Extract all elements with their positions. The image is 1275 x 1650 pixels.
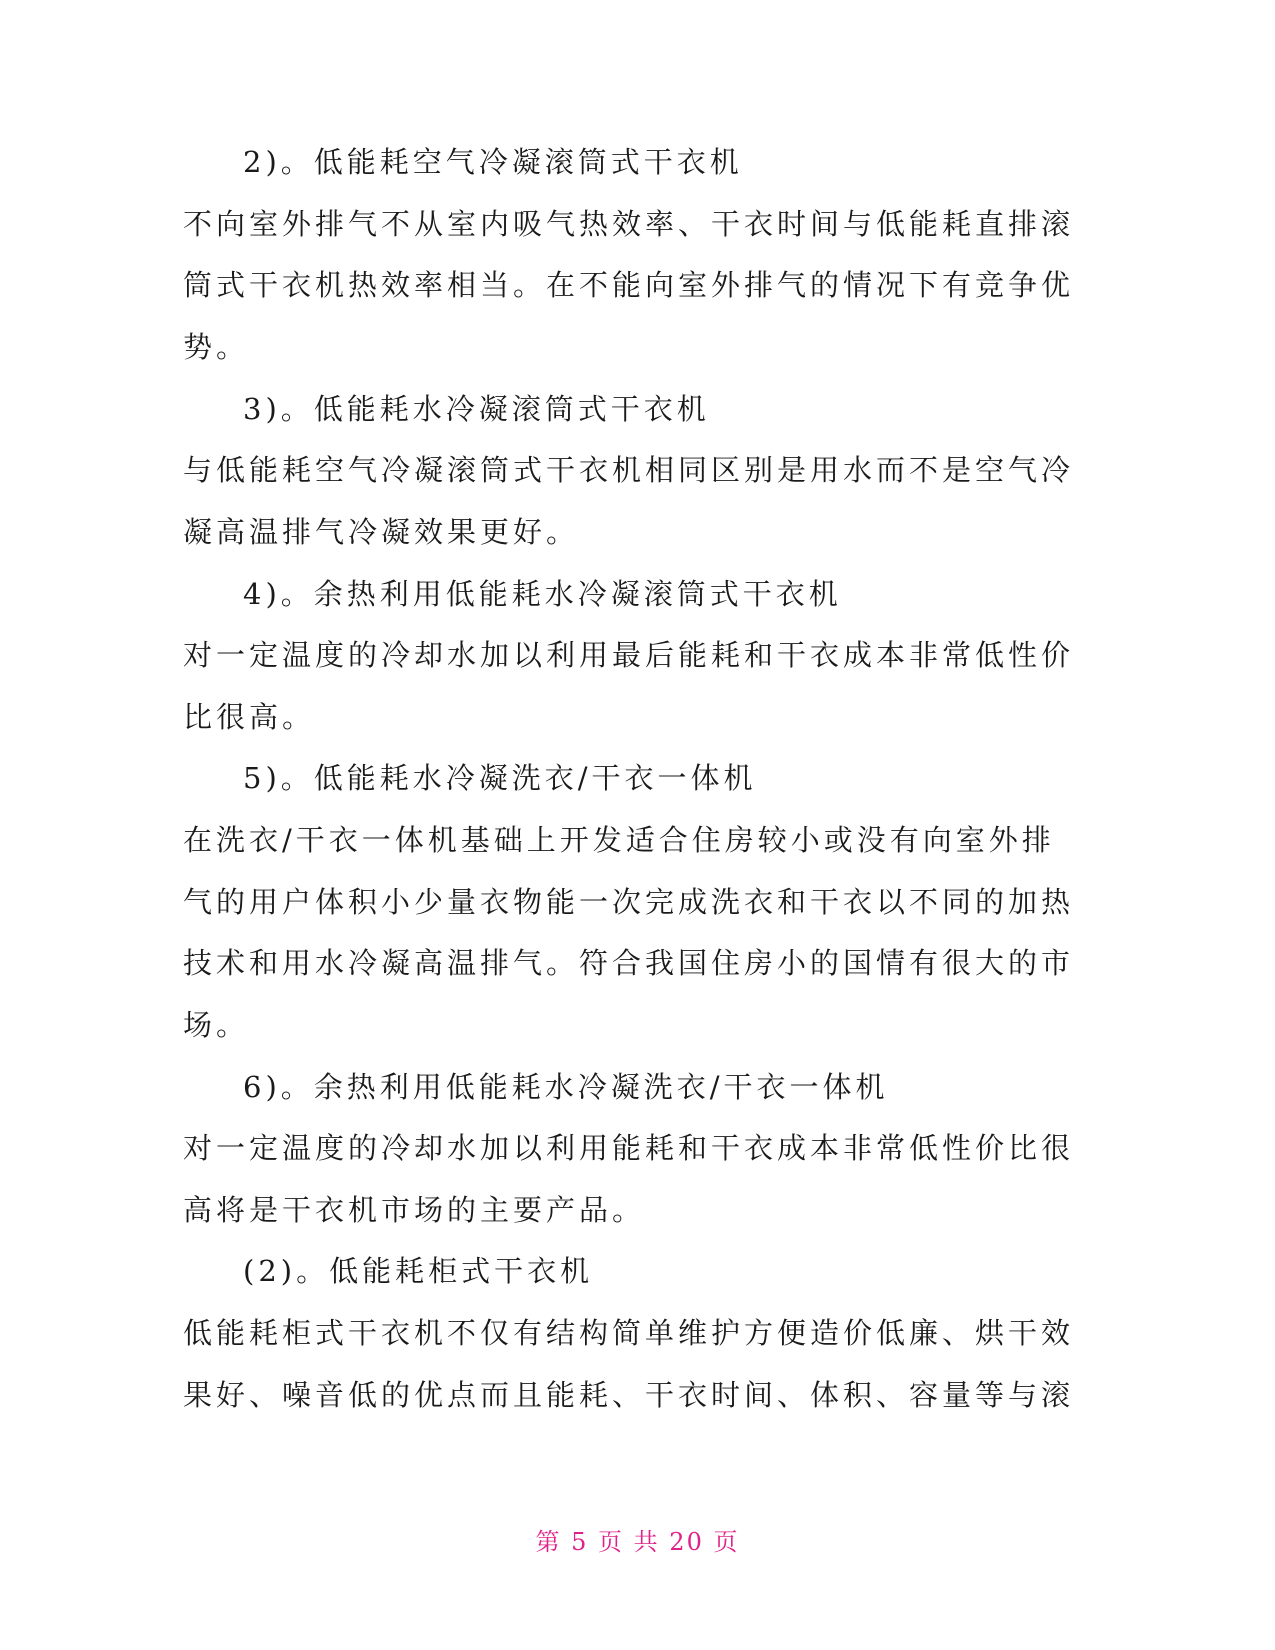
paragraph-line: 气的用户体积小少量衣物能一次完成洗衣和干衣以不同的加热 (183, 885, 1075, 919)
page-number-footer: 第 5 页 共 20 页 (535, 1528, 740, 1556)
heading-2-air-condensing: 2)。低能耗空气冷凝滚筒式干衣机 (243, 145, 743, 179)
paragraph-line: 高将是干衣机市场的主要产品。 (183, 1193, 646, 1227)
paragraph-line: 场。 (183, 1008, 250, 1042)
paragraph-line: 比很高。 (183, 700, 316, 734)
heading-5-washer-dryer: 5)。低能耗水冷凝洗衣/干衣一体机 (243, 761, 757, 795)
paragraph-line: 果好、噪音低的优点而且能耗、干衣时间、体积、容量等与滚 (183, 1378, 1075, 1412)
paragraph-line: 对一定温度的冷却水加以利用最后能耗和干衣成本非常低性价 (183, 638, 1075, 672)
heading-3-water-condensing: 3)。低能耗水冷凝滚筒式干衣机 (243, 392, 710, 426)
paragraph-line: 与低能耗空气冷凝滚筒式干衣机相同区别是用水而不是空气冷 (183, 453, 1075, 487)
paragraph-line: 势。 (183, 330, 250, 364)
heading-6-waste-heat-washer-dryer: 6)。余热利用低能耗水冷凝洗衣/干衣一体机 (243, 1070, 889, 1104)
paragraph-line: 筒式干衣机热效率相当。在不能向室外排气的情况下有竞争优 (183, 268, 1075, 302)
heading-4-waste-heat: 4)。余热利用低能耗水冷凝滚筒式干衣机 (243, 577, 842, 611)
paragraph-line: 对一定温度的冷却水加以利用能耗和干衣成本非常低性价比很 (183, 1131, 1075, 1165)
paragraph-line: 技术和用水冷凝高温排气。符合我国住房小的国情有很大的市 (183, 946, 1075, 980)
paragraph-line: 低能耗柜式干衣机不仅有结构简单维护方便造价低廉、烘干效 (183, 1316, 1075, 1350)
paragraph-line: 凝高温排气冷凝效果更好。 (183, 515, 580, 549)
heading-cabinet-dryer: (2)。低能耗柜式干衣机 (243, 1254, 594, 1288)
paragraph-line: 不向室外排气不从室内吸气热效率、干衣时间与低能耗直排滚 (183, 207, 1075, 241)
paragraph-line: 在洗衣/干衣一体机基础上开发适合住房较小或没有向室外排 (183, 823, 1055, 857)
